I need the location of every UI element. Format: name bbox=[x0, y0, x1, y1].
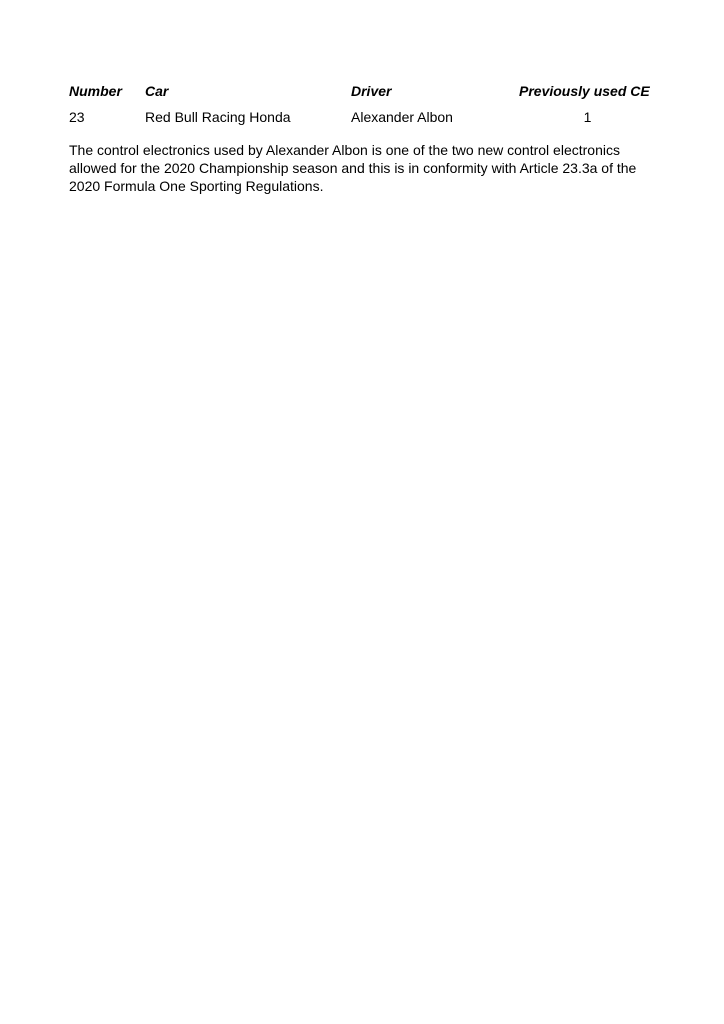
header-number: Number bbox=[69, 83, 122, 99]
cell-car: Red Bull Racing Honda bbox=[145, 109, 291, 125]
control-electronics-table bbox=[69, 82, 669, 132]
cell-number: 23 bbox=[69, 109, 85, 125]
conformity-statement: The control electronics used by Alexander Albon is one of the two new control electronics allowed for the 2020 Championship season and this is in conformity with Article 23.3a of the 2020 Formula One Sporting Regulations. bbox=[69, 142, 637, 194]
header-previously-used-ce: Previously used CE bbox=[519, 83, 650, 99]
table-header-row bbox=[69, 82, 669, 106]
cell-previously-used-ce: 1 bbox=[583, 109, 592, 125]
cell-driver: Alexander Albon bbox=[351, 109, 453, 125]
table-row bbox=[69, 108, 669, 132]
header-driver: Driver bbox=[351, 83, 392, 99]
header-car: Car bbox=[145, 83, 169, 99]
